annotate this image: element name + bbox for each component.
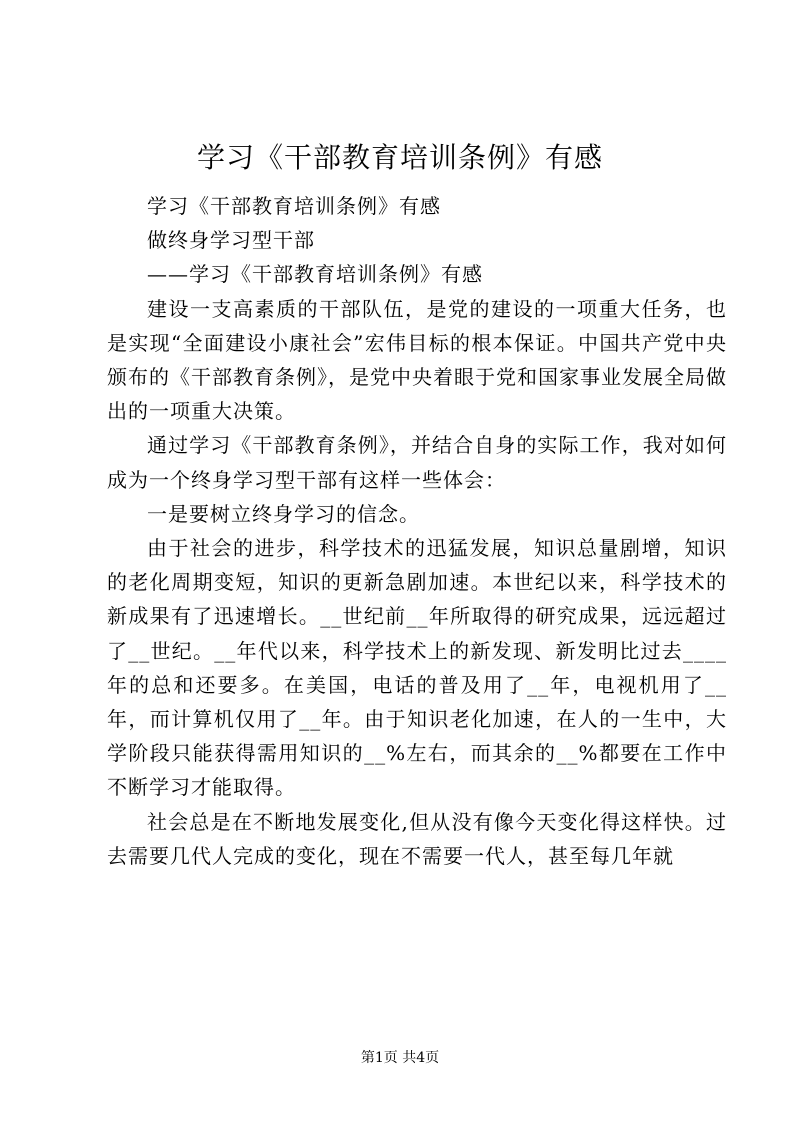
page-footer: 第1页 共4页	[360, 1050, 440, 1066]
paragraph-point-one: 一是要树立终身学习的信念。	[147, 501, 420, 526]
document-title: 学习《干部教育培训条例》有感	[196, 141, 603, 174]
paragraph-social-change: 社会总是在不断地发展变化,但从没有像今天变化得这样快。过去需要几代人完成的变化，现在不需要一代人，甚至每几年就	[107, 809, 727, 868]
paragraph-reflection: 通过学习《干部教育条例》，并结合自身的实际工作，我对如何成为一个终身学习型干部有这样一些体会：	[107, 433, 727, 492]
document-body	[107, 189, 727, 873]
paragraph-subtitle: 学习《干部教育培训条例》有感	[147, 194, 441, 218]
paragraph-intro: 建设一支高素质的干部队伍，是党的建设的一项重大任务，也是实现“全面建设小康社会”宏伟目标的根本保证。中国共产党中央颁布的《干部教育条例》，是党中央着眼于党和国家事业发展全局做出的一项重大决策。	[107, 296, 727, 424]
paragraph-byline: ——学习《干部教育培训条例》有感	[147, 262, 483, 287]
paragraph-knowledge-growth: 由于社会的进步，科学技术的迅猛发展，知识总量剧增，知识的老化周期变短，知识的更新急剧加速。本世纪以来，科学技术的新成果有了迅速增长。__世纪前__年所取得的研究成果，远远超过了__世纪。__年代以来，科学技术上的新发现、新发明比过去____年的总和还要多。在美国，电话的普及用了__年，电视机用了__年，而计算机仅用了__年。由于知识老化加速，在人的一生中，大学阶段只能获得需用知识的__%左右，而其余的__%都要在工作中不断学习才能取得。	[107, 536, 727, 800]
paragraph-heading: 做终身学习型干部	[147, 228, 315, 253]
